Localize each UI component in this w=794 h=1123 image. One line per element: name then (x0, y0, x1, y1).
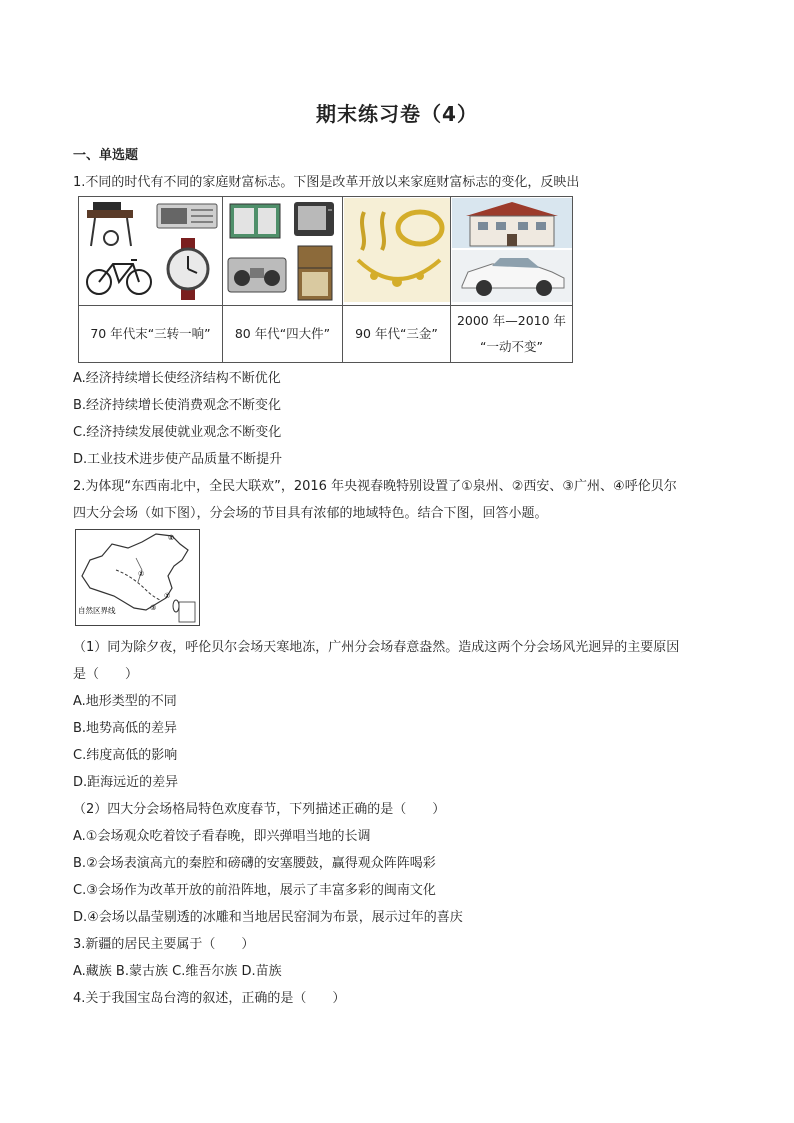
q2-sub1-option-b: B.地势高低的差异 (73, 721, 178, 736)
q3-options: A.藏族 B.蒙古族 C.维吾尔族 D.苗族 (73, 964, 282, 979)
wealth-1990s-picture (344, 198, 450, 302)
q1-option-c: C.经济持续发展使就业观念不断变化 (73, 425, 282, 440)
wealth-1980s-picture (224, 198, 342, 302)
page-title: 期末练习卷（4） (316, 102, 478, 126)
wristwatch-icon (168, 238, 208, 300)
section-heading: 一、单选题 (73, 148, 139, 163)
q1-option-a: A.经济持续增长使经济结构不断优化 (73, 371, 281, 386)
car-icon (452, 250, 572, 302)
china-map-outline (76, 530, 199, 625)
q2-sub2-option-d: D.④会场以晶莹剔透的冰雕和当地居民窑洞为布景，展示过年的喜庆 (73, 910, 463, 925)
bicycle-icon (87, 260, 151, 294)
q2-sub2-option-b: B.②会场表演高亢的秦腔和磅礴的安塞腰鼓，赢得观众阵阵喝彩 (73, 856, 436, 871)
q3-stem: 3.新疆的居民主要属于（ ） (73, 937, 255, 952)
washing-machine-icon (230, 204, 280, 238)
caption-2000s (451, 306, 573, 363)
wealth-1970s-picture (81, 198, 221, 302)
cell-1990s-images (343, 197, 451, 306)
map-mark-1: ① (164, 592, 171, 600)
house-icon (452, 198, 572, 248)
q2-sub2-option-a: A.①会场观众吃着饺子看春晚，即兴弹唱当地的长调 (73, 829, 371, 844)
cell-1970s-images (79, 197, 223, 306)
q1-option-b: B.经济持续增长使消费观念不断变化 (73, 398, 282, 413)
caption-2000s-line1: 2000 年—2010 年 (456, 313, 567, 328)
q4-stem: 4.关于我国宝岛台湾的叙述，正确的是（ ） (73, 991, 346, 1006)
q2-sub1-option-d: D.距海远近的差异 (73, 775, 179, 790)
china-map-figure (75, 529, 200, 626)
map-legend-label: 自然区界线 (78, 606, 116, 615)
caption-2000s-line2: “一动不变” (480, 339, 543, 354)
map-mark-2: ② (138, 570, 145, 578)
caption-1970s: 70 年代末“三转一响” (79, 306, 223, 363)
map-mark-3: ③ (150, 604, 157, 612)
q1-option-d: D.工业技术进步使产品质量不断提升 (73, 452, 283, 467)
tape-recorder-icon (228, 258, 286, 292)
q2-sub1-stem-line1: （1）同为除夕夜，呼伦贝尔会场天寒地冻，广州分会场春意盎然。造成这两个分会场风光迥异的主要原因 (73, 640, 680, 655)
map-mark-4: ④ (168, 534, 175, 542)
wealth-2000s-picture (452, 198, 572, 302)
caption-1990s: 90 年代“三金” (343, 306, 451, 363)
wealth-symbol-table (78, 196, 573, 363)
cell-2000s-images (451, 197, 573, 306)
q2-sub1-stem-line2: 是（ ） (73, 667, 139, 682)
radio-icon (157, 204, 217, 228)
sewing-machine-icon (87, 202, 133, 246)
caption-1980s: 80 年代“四大件” (223, 306, 343, 363)
q2-stem-line2: 四大分会场（如下图），分会场的节目具有浓郁的地域特色。结合下图，回答小题。 (73, 506, 548, 521)
television-icon (294, 202, 334, 236)
q2-sub2-option-c: C.③会场作为改革开放的前沿阵地，展示了丰富多彩的闽南文化 (73, 883, 436, 898)
q2-stem-line1: 2.为体现“东西南北中，全民大联欢”，2016 年央视春晚特别设置了①泉州、②西安、③广州、④呼伦贝尔 (73, 479, 677, 494)
refrigerator-icon (298, 246, 332, 300)
q1-stem: 1.不同的时代有不同的家庭财富标志。下图是改革开放以来家庭财富标志的变化，反映出 (73, 175, 580, 190)
q2-sub1-option-a: A.地形类型的不同 (73, 694, 177, 709)
q2-sub1-option-c: C.纬度高低的影响 (73, 748, 178, 763)
q2-sub2-stem: （2）四大分会场格局特色欢度春节，下列描述正确的是（ ） (73, 802, 446, 817)
cell-1980s-images (223, 197, 343, 306)
